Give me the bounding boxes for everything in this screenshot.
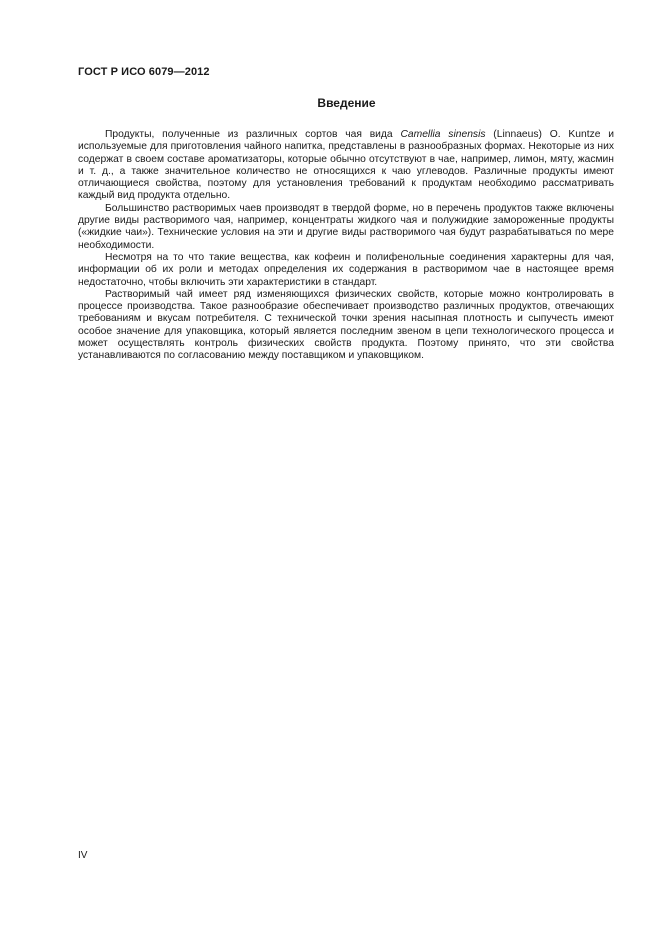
introduction-body bbox=[78, 129, 614, 363]
paragraph-1 bbox=[78, 129, 614, 203]
paragraph-1-after: (Linnaeus) O. Kuntze и используемые для приготовления чайного напитка, представлены в разнообразных формах. Некоторые из них содержат в своем составе ароматизаторы, которые обычно отсутствуют в чае, например, лимон, мяту, жасмин и т. д., а также значительное количество не относящихся к чаю углеводов. Различные продукты имеют отличающиеся свойства, поэтому для установления требований к продуктам необходимо рассматривать каждый вид продукта отдельно. bbox=[78, 129, 615, 202]
species-name: Camellia sinensis bbox=[400, 129, 486, 140]
paragraph-2: Большинство растворимых чаев производят в твердой форме, но в перечень продуктов также включены другие виды растворимого чая, например, концентраты жидкого чая и полужидкие замороженные продукты («жидкие чаи»). Технические условия на эти и другие виды растворимого чая будут разрабатываться по мере необходимости. bbox=[78, 202, 614, 251]
section-title bbox=[0, 96, 661, 110]
section-title-text: Введение bbox=[317, 96, 376, 110]
paragraph-3: Несмотря на то что такие вещества, как кофеин и полифенольные соединения характерны для чая, информации об их роли и методах определения их содержания в растворимом чае в настоящее время недостаточно, чтобы включить эти характеристики в стандарт. bbox=[78, 251, 614, 288]
paragraph-1-before: Продукты, полученные из различных сортов чая вида bbox=[105, 129, 401, 140]
paragraph-4: Растворимый чай имеет ряд изменяющихся физических свойств, которые можно контролировать в процессе производства. Такое разнообразие обеспечивает производство различных продуктов, отвечающих требованиям и вкусам потребителя. С технической точки зрения насыпная плотность и сыпучесть имеют особое значение для упаковщика, который является последним звеном в цепи технологического процесса и может осуществлять контроль физических свойств продукта. Поэтому принято, что эти свойства устанавливаются по согласованию между поставщиком и упаковщиком. bbox=[78, 288, 614, 362]
document-code: ГОСТ Р ИСО 6079—2012 bbox=[78, 66, 210, 78]
page-number: IV bbox=[78, 850, 88, 861]
